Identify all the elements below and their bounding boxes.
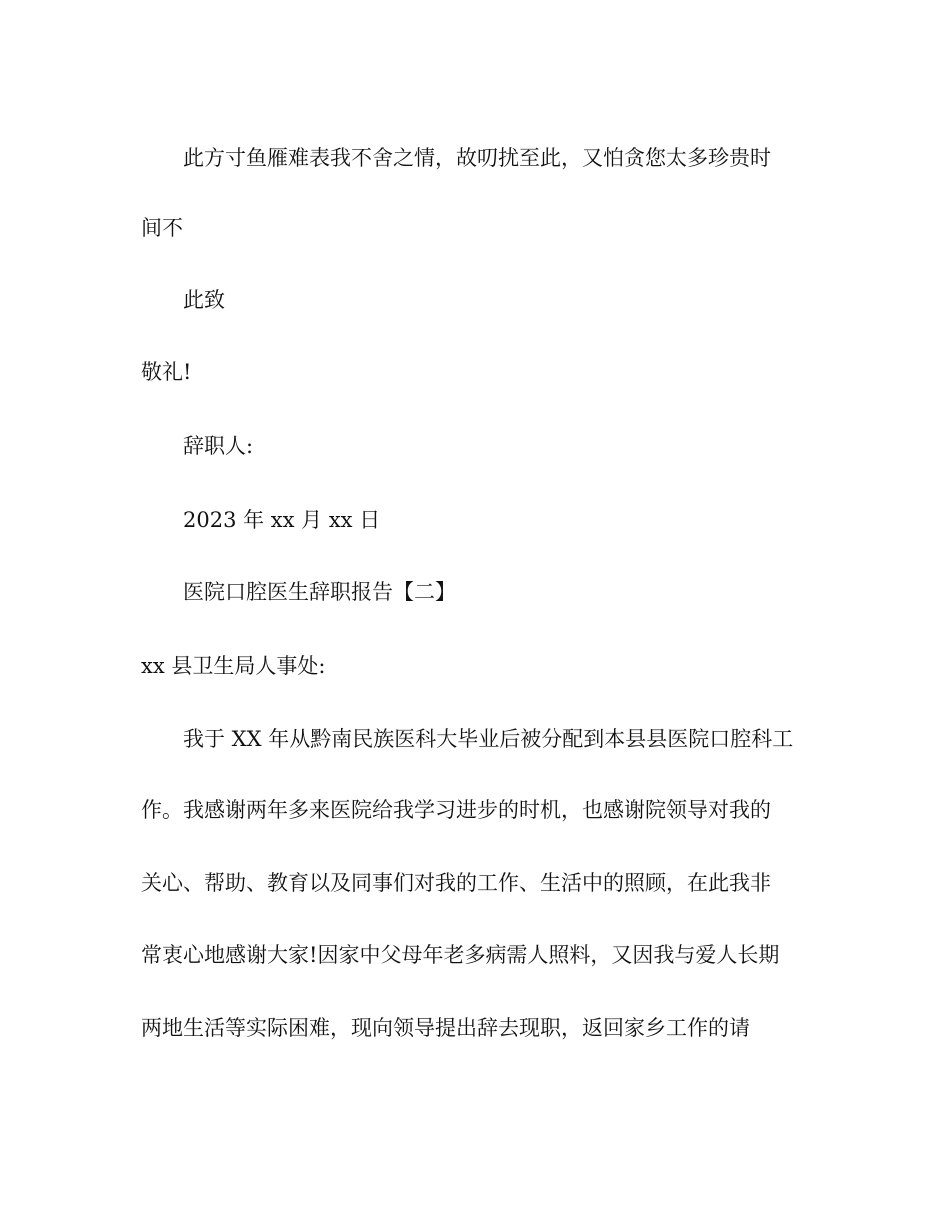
body-line-2: 作。我感谢两年多来医院给我学习进步的时机，也感谢院领导对我的 [141,798,771,822]
body-line-1: 我于 XX 年从黔南民族医科大毕业后被分配到本县县医院口腔科工 [183,727,794,751]
recipient-line: xx 县卫生局人事处: [141,654,326,678]
body-line-3: 关心、帮助、教育以及同事们对我的工作、生活中的照顾，在此我非 [141,871,771,895]
closing-respect: 敬礼! [141,360,192,384]
closing-salutation: 此致 [183,288,225,312]
section-title: 医院口腔医生辞职报告【二】 [183,580,456,604]
signature-label: 辞职人: [183,434,254,458]
body-line-4: 常衷心地感谢大家!因家中父母年老多病需人照料，又因我与爱人长期 [141,943,780,967]
body-line-5: 两地生活等实际困难，现向领导提出辞去现职，返回家乡工作的请 [141,1016,750,1040]
paragraph-farewell-line-2: 间不 [141,216,183,240]
paragraph-farewell-line-1: 此方寸鱼雁难表我不舍之情，故叨扰至此，又怕贪您太多珍贵时 [183,146,771,170]
date-line: 2023 年 xx 月 xx 日 [183,508,381,532]
